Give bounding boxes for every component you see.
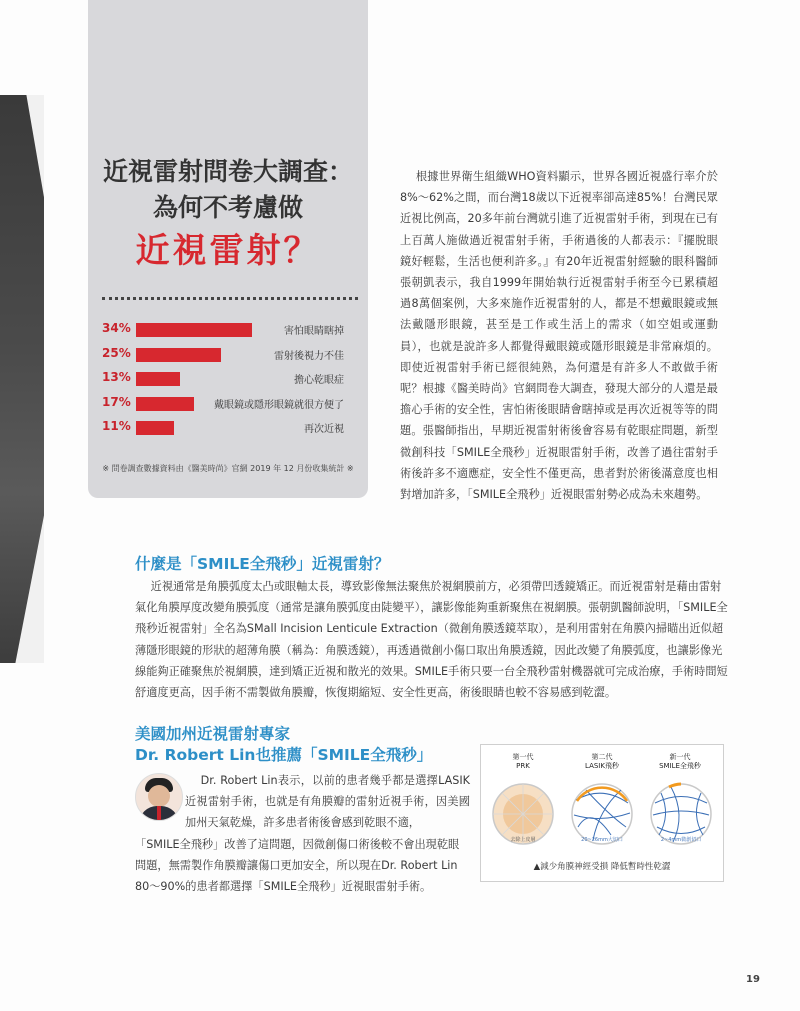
survey-bar-label: 戴眼鏡或隱形眼鏡就很方便了	[214, 399, 344, 411]
doctor-avatar	[135, 773, 183, 821]
gen2-note: 20~26mm大切口	[581, 837, 623, 843]
section1-paragraph: 近視通常是角膜弧度太凸或眼軸太長，導致影像無法聚焦於視網膜前方，必須帶凹透鏡矯正。而近視雷射是藉由雷射氣化角膜厚度改變角膜弧度（通常是讓角膜弧度由陡變平），讓影像能夠重新聚焦在視網膜。張朝凱醫師說明，「SMILE全飛秒近視雷射」全名為SMall Incision Lenticule Extraction（微創角膜透鏡萃取），是利用雷射在角膜內掃瞄出近似超薄隱形眼鏡的形狀的超薄角膜（稱為：角膜透鏡），再透過微創小傷口取出角膜透鏡，因此改變了角膜弧度，也讓影像光線能夠正確聚焦於視網膜，達到矯正近視和散光的效果。SMILE手術只要一台全飛秒雷射機器就可完成治療，手術時間短舒適度更高，因手術不需製做角膜瓣，恢復期縮短、安全性更高，術後眼睛也較不容易感到乾澀。	[135, 580, 728, 700]
survey-bar-row	[102, 394, 358, 411]
intro-paragraph	[400, 166, 718, 505]
section1-body	[135, 576, 730, 703]
survey-bar-label: 害怕眼睛瞎掉	[284, 326, 344, 337]
cornea-diagrams	[481, 745, 723, 860]
survey-panel	[88, 0, 368, 498]
lasik-cornea-diagram	[572, 784, 632, 844]
survey-note: ※ 問卷調查數據資料由《醫美時尚》官網 2019 年 12 月份收集統計 ※	[102, 464, 354, 473]
section2-heading-line1: 美國加州近視雷射專家	[135, 725, 291, 743]
section2-body-part1	[185, 770, 470, 834]
gen3-note: 2~4mm微創切口	[660, 837, 702, 843]
section2-heading-line2: Dr. Robert Lin也推薦「SMILE全飛秒」	[135, 746, 433, 764]
survey-bar-percent: 25%	[102, 345, 131, 360]
survey-bar-row	[102, 345, 358, 362]
survey-bar-label: 雷射後視力不佳	[274, 350, 344, 362]
survey-bar-percent: 11%	[102, 419, 131, 433]
portrait-photo	[0, 95, 44, 663]
prk-cornea-diagram	[493, 784, 553, 844]
survey-title	[88, 155, 368, 275]
surgery-comparison-figure	[480, 744, 724, 882]
survey-bar-row	[102, 372, 358, 386]
gen3-title: 新一代	[669, 753, 691, 761]
survey-bar	[136, 421, 174, 435]
intro-text: 根據世界衛生組織WHO資料顯示，世界各國近視盛行率介於8%～62%之間，而台灣18歲以下近視率卻高達85%！台灣民眾近視比例高，20多年前台灣就引進了近視雷射手術，到現在已有上百萬人施做過近視雷射手術，手術過後的人都表示：『擺脫眼鏡好輕鬆，生活也便利許多。』有20年近視雷射經驗的眼科醫師張朝凱表示，我自1999年開始執行近視雷射手術至今已累積超過8萬個案例，大多來施作近視雷射的人，都是不想戴眼鏡或無法戴隱形眼鏡，甚至是工作或生活上的需求（如空姐或運動員），也就是說許多人都覺得戴眼鏡或隱形眼鏡是非常麻煩的。即使近視雷射手術已經很純熟，為何還是有許多人不敢做手術呢？根據《醫美時尚》官網問卷大調查，發現大部分的人還是最擔心手術的安全性，害怕術後眼睛會瞎掉或是再次近視等等的問題。張醫師指出，早期近視雷射術後會容易有乾眼症問題，新型微創科技「SMILE全飛秒」近視眼雷射手術，改善了過往雷射手術後許多不適應症，安全性不僅更高，患者對於術後滿意度也相對增加許多，「SMILE全飛秒」近視眼雷射勢必成為未來趨勢。	[400, 170, 718, 502]
survey-bar-row	[102, 323, 358, 337]
survey-bar	[136, 348, 221, 362]
survey-title-line2: 為何不考慮做	[152, 193, 303, 222]
section1-heading: 什麼是「SMILE全飛秒」近視雷射？	[135, 555, 390, 573]
smile-cornea-diagram	[651, 784, 711, 844]
survey-bar	[136, 372, 180, 386]
page-number: 19	[746, 974, 760, 985]
gen1-name: PRK	[516, 762, 530, 770]
section2-text-part1: Dr. Robert Lin表示，以前的患者幾乎都是選擇LASIK近視雷射手術，也就是有角膜瓣的雷射近視手術，因美國加州天氣乾燥，許多患者術後會感到乾眼不適，	[185, 774, 470, 830]
section2-body-part2: 「SMILE全飛秒」改善了這問題，因微創傷口術後較不會出現乾眼問題，無需製作角膜瓣讓傷口更加安全，所以現在Dr. Robert Lin 80～90%的患者都選擇「SMILE全飛秒」近視眼雷射手術。	[135, 838, 460, 894]
survey-bar-label: 再次近視	[304, 424, 344, 435]
survey-title-line1: 近視雷射問卷大調查：	[102, 157, 353, 186]
survey-title-line3: 近視雷射？	[135, 231, 321, 271]
survey-bar-row	[102, 421, 358, 435]
survey-bar	[136, 397, 194, 411]
survey-bar	[136, 323, 252, 337]
gen3-name: SMILE全飛秒	[659, 762, 701, 770]
figure-caption: ▲減少角膜神經受損 降低暫時性乾澀	[533, 862, 671, 872]
survey-bar-label: 擔心乾眼症	[294, 375, 344, 386]
gen1-note: 去除上皮層	[510, 837, 536, 843]
survey-bar-percent: 17%	[102, 394, 131, 409]
gen1-title: 第一代	[512, 753, 534, 761]
survey-bar-percent: 13%	[102, 370, 131, 384]
survey-bar-percent: 34%	[102, 321, 131, 335]
dotted-divider	[102, 297, 358, 300]
gen2-title: 第二代	[591, 753, 613, 761]
gen2-name: LASIK飛秒	[585, 762, 619, 770]
